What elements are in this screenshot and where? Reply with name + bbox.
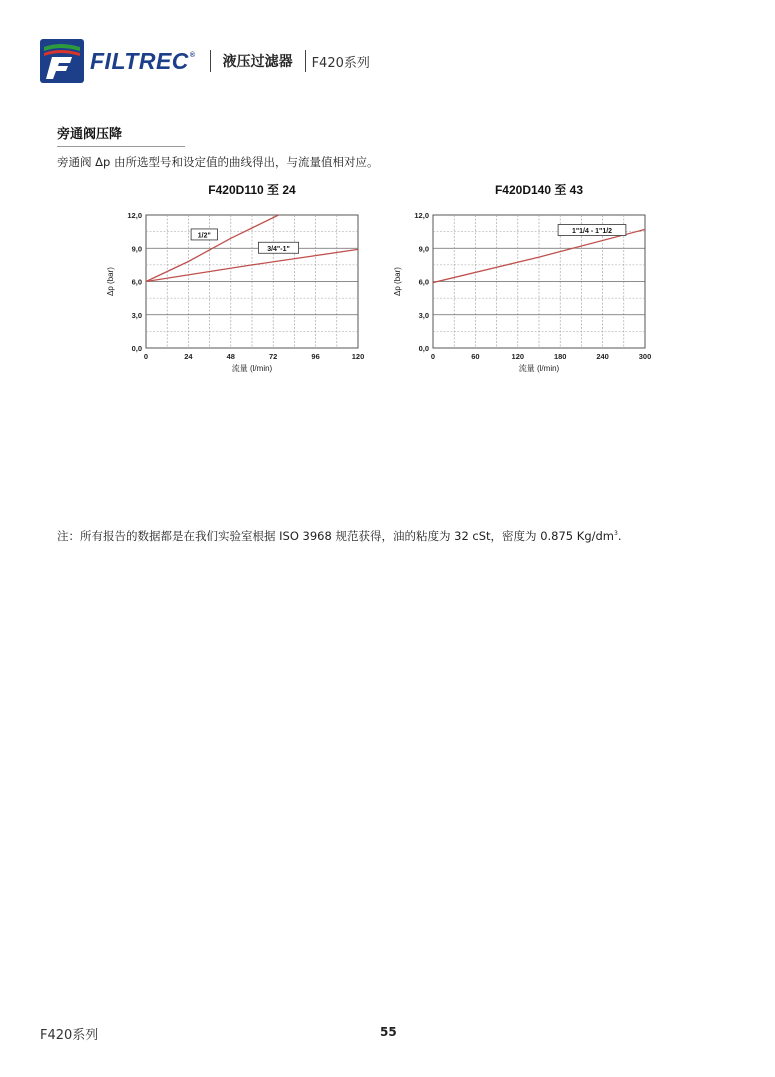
y-tick-label: 0,0 xyxy=(131,344,142,353)
y-axis-label: Δp (bar) xyxy=(393,267,402,296)
chart-title: F420D140 至 43 xyxy=(494,183,584,197)
y-tick-label: 6,0 xyxy=(131,277,142,287)
brand-name: FILTREC® xyxy=(90,47,196,74)
series-label xyxy=(191,229,217,240)
header-divider xyxy=(210,50,211,72)
y-tick-label: 12,0 xyxy=(414,211,429,220)
x-tick-label: 60 xyxy=(471,352,480,361)
y-tick-label: 9,0 xyxy=(131,244,142,254)
y-tick-label: 3,0 xyxy=(131,310,142,320)
y-tick-label: 3,0 xyxy=(418,310,429,320)
x-tick-label: 120 xyxy=(511,352,525,361)
x-tick-label: 0 xyxy=(143,352,149,361)
chart-svg xyxy=(387,182,657,382)
x-tick-label: 240 xyxy=(596,352,609,361)
y-tick-label: 9,0 xyxy=(418,244,429,254)
chart-f420d140 xyxy=(387,182,657,382)
series-label xyxy=(558,225,626,236)
x-tick-label: 120 xyxy=(351,352,365,361)
y-tick-label: 6,0 xyxy=(418,277,429,287)
page-number: 55 xyxy=(380,1025,397,1039)
header-divider-2 xyxy=(305,50,306,72)
x-tick-label: 48 xyxy=(226,352,235,361)
x-tick-label: 0 xyxy=(430,352,436,361)
footer-series: F420系列 xyxy=(40,1028,99,1043)
x-tick-label: 72 xyxy=(269,352,278,361)
y-tick-label: 0,0 xyxy=(418,344,429,353)
y-tick-label: 12,0 xyxy=(127,211,142,220)
x-tick-label: 180 xyxy=(553,352,567,361)
x-axis-label: 流量 (l/min) xyxy=(518,364,560,373)
section-title: 旁通阀压降 xyxy=(57,127,123,142)
page-header xyxy=(40,38,370,84)
series-label xyxy=(258,242,298,253)
section-rule xyxy=(57,146,185,147)
series-label-text: 1"1/4 - 1"1/2 xyxy=(571,228,613,236)
chart-f420d110 xyxy=(100,182,370,382)
x-tick-label: 24 xyxy=(184,352,193,361)
section-intro: 旁通阀 Δp 由所选型号和设定值的曲线得出，与流量值相对应。 xyxy=(57,155,379,169)
chart-title: F420D110 至 24 xyxy=(208,183,296,197)
series-label-text: 3/4"-1" xyxy=(267,245,290,253)
chart-svg xyxy=(100,182,370,382)
test-conditions-note: 注：所有报告的数据都是在我们实验室根据 ISO 3968 规范获得，油的粘度为 32 cSt，密度为 0.875 $Kg/dm^3$. xyxy=(57,529,622,543)
filtrec-logo-icon xyxy=(40,39,84,83)
header-title: 液压过滤器 xyxy=(222,54,293,70)
series-label-text: 1/2" xyxy=(197,232,211,240)
x-axis-label: 流量 (l/min) xyxy=(231,364,273,373)
header-series: F420系列 xyxy=(311,55,370,71)
x-tick-label: 96 xyxy=(311,352,320,361)
x-tick-label: 300 xyxy=(638,352,652,361)
y-axis-label: Δp (bar) xyxy=(106,267,115,296)
